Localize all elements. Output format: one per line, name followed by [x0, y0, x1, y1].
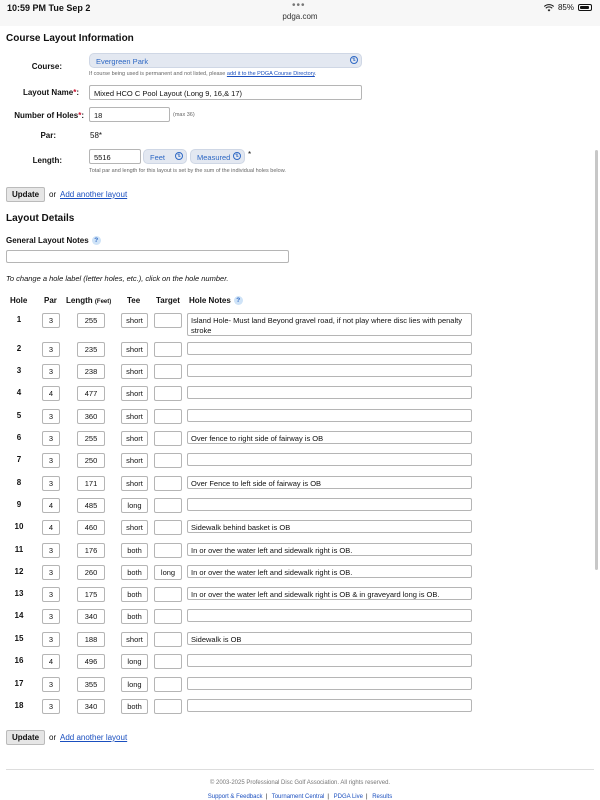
target-input[interactable]: [154, 431, 182, 446]
hole-number-link[interactable]: 6: [16, 433, 22, 442]
target-input[interactable]: [154, 313, 182, 328]
length-input[interactable]: 255: [77, 313, 105, 328]
hole-notes-input[interactable]: Sidewalk is OB: [187, 632, 472, 645]
hole-notes-input[interactable]: [187, 699, 472, 712]
target-input[interactable]: [154, 386, 182, 401]
hole-notes-input[interactable]: [187, 609, 472, 622]
status-time: 10:59 PM Tue Sep 2: [7, 3, 91, 13]
target-input[interactable]: [154, 543, 182, 558]
hole-notes-input[interactable]: [187, 386, 472, 399]
hole-number-link[interactable]: 18: [14, 701, 24, 710]
general-notes-label: General Layout Notes ?: [6, 236, 101, 245]
hole-number-link[interactable]: 12: [14, 567, 24, 576]
footer-link[interactable]: Tournament Central: [271, 794, 325, 800]
length-input[interactable]: 460: [77, 520, 105, 535]
tee-input[interactable]: both: [121, 699, 148, 714]
hole-label-instruction: To change a hole label (letter holes, etc.), click on the hole number.: [6, 274, 229, 283]
par-value: 58*: [90, 131, 103, 140]
tee-input[interactable]: short: [121, 632, 148, 647]
hole-number-link[interactable]: 1: [16, 315, 22, 324]
hole-number-link[interactable]: 11: [14, 545, 24, 554]
length-label: Length:: [32, 156, 62, 165]
length-input[interactable]: 260: [77, 565, 105, 580]
length-input[interactable]: 496: [77, 654, 105, 669]
target-input[interactable]: [154, 498, 182, 513]
par-label: Par:: [40, 131, 56, 140]
par-input[interactable]: 3: [42, 476, 60, 491]
par-input[interactable]: 3: [42, 565, 60, 580]
length-input[interactable]: 340: [77, 609, 105, 624]
section-heading-course-layout: Course Layout Information: [6, 33, 134, 44]
length-asterisk: *: [248, 150, 252, 159]
hole-number-link[interactable]: 14: [14, 611, 24, 620]
measure-select[interactable]: [190, 149, 245, 164]
footer-copyright: © 2003-2025 Professional Disc Golf Association. All rights reserved.: [209, 780, 391, 786]
layout-name-label: Layout Name*:: [22, 88, 79, 97]
length-input[interactable]: 176: [77, 543, 105, 558]
hole-notes-input[interactable]: In or over the water left and sidewalk right is OB & in graveyard long is OB.: [187, 587, 472, 600]
chevron-updown-icon: ⇅: [351, 57, 357, 63]
hole-notes-input[interactable]: In or over the water left and sidewalk right is OB.: [187, 565, 472, 578]
length-input[interactable]: 238: [77, 364, 105, 379]
or-text: or: [49, 190, 57, 199]
length-input[interactable]: 360: [77, 409, 105, 424]
length-input[interactable]: 250: [77, 453, 105, 468]
tee-input[interactable]: both: [121, 587, 148, 602]
help-icon[interactable]: ?: [92, 236, 101, 245]
hole-notes-input[interactable]: [187, 498, 472, 511]
length-input[interactable]: 340: [77, 699, 105, 714]
target-input[interactable]: [154, 364, 182, 379]
tee-input[interactable]: both: [121, 543, 148, 558]
update-button-bottom[interactable]: Update: [6, 730, 45, 745]
number-of-holes-input[interactable]: 18: [89, 107, 170, 122]
holes-max-hint: (max 36): [173, 112, 195, 118]
par-input[interactable]: 3: [42, 431, 60, 446]
column-header-target: Target: [156, 296, 180, 305]
hole-number-link[interactable]: 7: [16, 455, 22, 464]
tee-input[interactable]: both: [121, 565, 148, 580]
page-scrollbar[interactable]: [595, 150, 598, 570]
unit-select-value: Feet: [150, 153, 166, 162]
hole-notes-input[interactable]: In or over the water left and sidewalk right is OB.: [187, 543, 472, 556]
par-input[interactable]: 4: [42, 498, 60, 513]
footer-links: Support & Feedback | Tournament Central | PDGA Live | Results: [207, 794, 393, 800]
target-input[interactable]: [154, 476, 182, 491]
footer-link[interactable]: Results: [372, 794, 393, 800]
tee-input[interactable]: short: [121, 520, 148, 535]
hole-number-link[interactable]: 13: [14, 589, 24, 598]
length-input[interactable]: 255: [77, 431, 105, 446]
length-input[interactable]: 5516: [89, 149, 141, 164]
tee-input[interactable]: both: [121, 609, 148, 624]
par-input[interactable]: 3: [42, 632, 60, 647]
tee-input[interactable]: long: [121, 498, 148, 513]
tee-input[interactable]: short: [121, 409, 148, 424]
par-input[interactable]: 3: [42, 677, 60, 692]
par-input[interactable]: 4: [42, 654, 60, 669]
target-input[interactable]: [154, 453, 182, 468]
footer-link[interactable]: Support & Feedback: [207, 794, 263, 800]
battery-icon: [578, 4, 592, 11]
status-right: [544, 3, 592, 12]
target-input[interactable]: [154, 699, 182, 714]
course-hint: If course being used is permanent and not listed, please add it to the PDGA Course Directory.: [89, 71, 317, 77]
column-header-tee: Tee: [127, 296, 141, 305]
footer-divider: [6, 769, 594, 770]
tab-dots[interactable]: •••: [292, 0, 306, 11]
status-bar: [0, 0, 600, 26]
help-icon[interactable]: ?: [234, 296, 243, 305]
par-input[interactable]: 3: [42, 699, 60, 714]
hole-number-link[interactable]: 9: [16, 500, 22, 509]
target-input[interactable]: [154, 654, 182, 669]
footer-link[interactable]: PDGA Live: [333, 794, 363, 800]
column-header-notes: Hole Notes ?: [189, 296, 243, 305]
hole-notes-input[interactable]: [187, 409, 472, 422]
hole-number-link[interactable]: 10: [14, 522, 24, 531]
total-hint: Total par and length for this layout is set by the sum of the individual holes below.: [89, 168, 286, 174]
target-input[interactable]: [154, 632, 182, 647]
tee-input[interactable]: short: [121, 431, 148, 446]
tee-input[interactable]: short: [121, 313, 148, 328]
tee-input[interactable]: short: [121, 386, 148, 401]
general-notes-input[interactable]: [6, 250, 289, 263]
hole-number-link[interactable]: 2: [16, 344, 22, 353]
hole-number-link[interactable]: 3: [16, 366, 22, 375]
hole-notes-input[interactable]: [187, 342, 472, 355]
par-input[interactable]: 3: [42, 342, 60, 357]
tee-input[interactable]: short: [121, 453, 148, 468]
length-input[interactable]: 171: [77, 476, 105, 491]
column-header-hole: Hole: [10, 296, 28, 305]
target-input[interactable]: [154, 342, 182, 357]
hole-notes-input[interactable]: [187, 654, 472, 667]
hole-notes-input[interactable]: [187, 364, 472, 377]
hole-notes-input[interactable]: [187, 677, 472, 690]
length-input[interactable]: 235: [77, 342, 105, 357]
par-input[interactable]: 3: [42, 587, 60, 602]
target-input[interactable]: [154, 587, 182, 602]
par-input[interactable]: 3: [42, 313, 60, 328]
length-input[interactable]: 477: [77, 386, 105, 401]
layout-name-input[interactable]: Mixed HCO C Pool Layout (Long 9, 16,& 17): [89, 85, 362, 100]
column-header-length: Length (Feet): [66, 296, 112, 305]
hole-number-link[interactable]: 4: [16, 388, 22, 397]
hole-number-link[interactable]: 16: [14, 656, 24, 665]
par-input[interactable]: 3: [42, 609, 60, 624]
hole-notes-input[interactable]: Over fence to right side of fairway is OB: [187, 431, 472, 444]
target-input[interactable]: [154, 409, 182, 424]
hole-notes-input[interactable]: Island Hole- Must land Beyond gravel road, if not play where disc lies with penalty stroke: [187, 313, 472, 336]
course-select-value: Evergreen Park: [96, 57, 149, 66]
tee-input[interactable]: long: [121, 677, 148, 692]
chevron-updown-icon: ⇅: [234, 153, 240, 159]
length-input[interactable]: 355: [77, 677, 105, 692]
hole-notes-input[interactable]: Sidewalk behind basket is OB: [187, 520, 472, 533]
hole-number-link[interactable]: 5: [16, 411, 22, 420]
par-input[interactable]: 3: [42, 364, 60, 379]
update-button-top[interactable]: Update: [6, 187, 45, 202]
tee-input[interactable]: short: [121, 342, 148, 357]
par-input[interactable]: 4: [42, 386, 60, 401]
number-of-holes-label: Number of Holes*:: [14, 111, 84, 120]
tee-input[interactable]: short: [121, 476, 148, 491]
target-input[interactable]: long: [154, 565, 182, 580]
hole-number-link[interactable]: 8: [16, 478, 22, 487]
hole-notes-input[interactable]: [187, 453, 472, 466]
target-input[interactable]: [154, 609, 182, 624]
or-text: or: [49, 733, 57, 742]
par-input[interactable]: 3: [42, 543, 60, 558]
par-input[interactable]: 3: [42, 453, 60, 468]
hole-number-link[interactable]: 15: [14, 634, 24, 643]
section-heading-layout-details: Layout Details: [6, 213, 75, 224]
url-bar[interactable]: pdga.com: [282, 12, 318, 21]
add-another-layout-link-bottom[interactable]: Add another layout: [60, 733, 128, 742]
length-input[interactable]: 485: [77, 498, 105, 513]
course-select[interactable]: [89, 53, 362, 68]
column-header-par: Par: [44, 296, 57, 305]
par-input[interactable]: 4: [42, 520, 60, 535]
par-input[interactable]: 3: [42, 409, 60, 424]
length-input[interactable]: 188: [77, 632, 105, 647]
course-label: Course:: [31, 62, 62, 71]
hole-number-link[interactable]: 17: [14, 679, 24, 688]
target-input[interactable]: [154, 520, 182, 535]
unit-select[interactable]: [143, 149, 187, 164]
wifi-icon: [544, 4, 554, 12]
hole-notes-input[interactable]: Over Fence to left side of fairway is OB: [187, 476, 472, 489]
add-course-directory-link[interactable]: add it to the PDGA Course Directory: [226, 71, 315, 77]
tee-input[interactable]: long: [121, 654, 148, 669]
length-input[interactable]: 175: [77, 587, 105, 602]
add-another-layout-link-top[interactable]: Add another layout: [60, 190, 128, 199]
battery-percent: 85%: [557, 3, 574, 12]
target-input[interactable]: [154, 677, 182, 692]
tee-input[interactable]: short: [121, 364, 148, 379]
chevron-updown-icon: ⇅: [176, 153, 182, 159]
measure-select-value: Measured: [197, 153, 231, 162]
